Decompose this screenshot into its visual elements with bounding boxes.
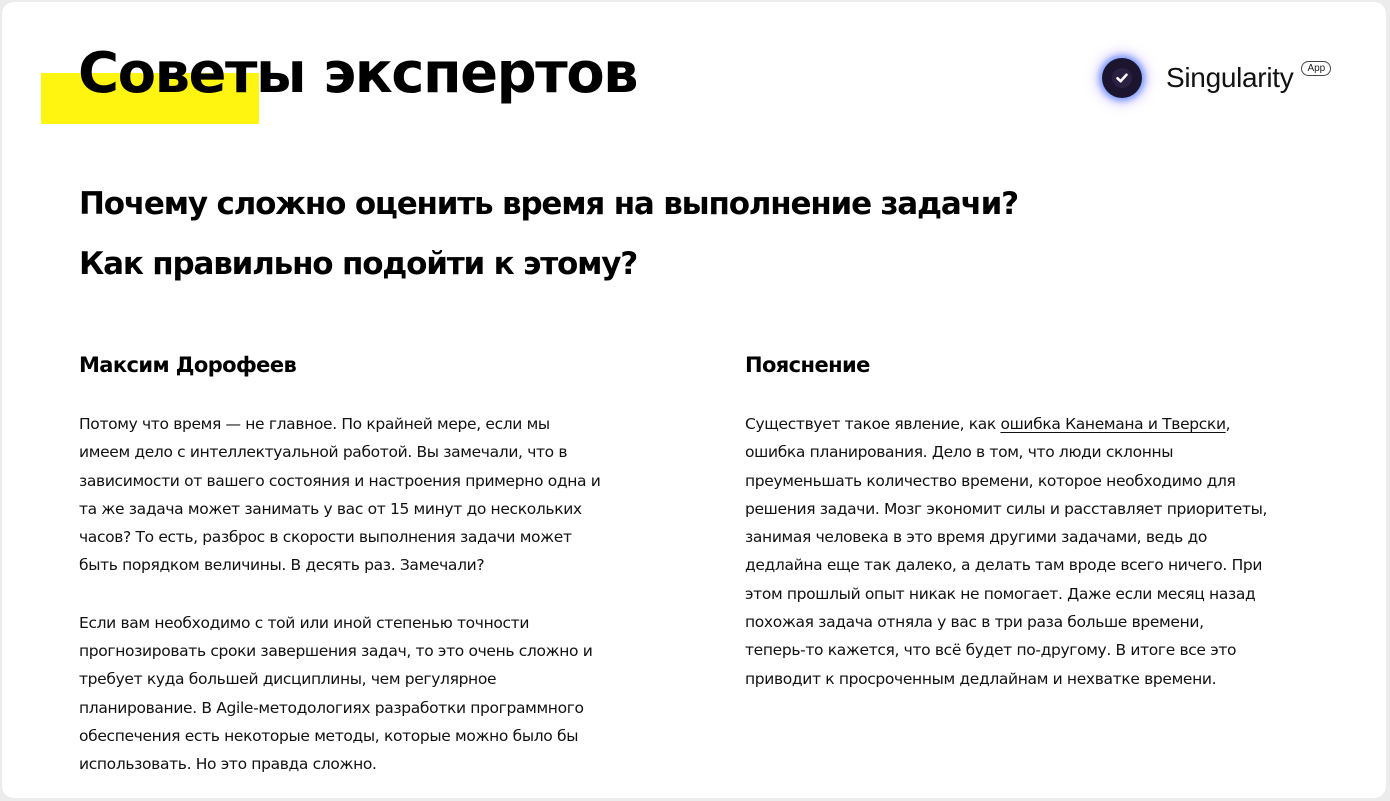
expert-answer-column [79,347,639,779]
page-title: Советы экспертов [78,41,638,106]
text-line: обеспечения есть некоторые методы, которые можно было бы [79,726,579,745]
expert-tips-card [2,2,1386,798]
text-line [745,410,1305,438]
text-line: Если вам необходимо с той или иной степенью точности [79,613,530,632]
question-heading [79,174,1018,294]
explanation-paragraph [745,410,1305,693]
brand-name: Singularity [1166,62,1294,93]
text-line: занимая человека в это время другими задачами, ведь до [745,528,1208,547]
text-line: решения задачи. Мозг экономит силы и расставляет приоритеты, [745,499,1268,518]
text-line: приводит к просроченным дедлайнам и нехватке времени. [745,669,1217,688]
text-fragment: , [1225,415,1231,433]
question-line-1: Почему сложно оценить время на выполнение задачи? [79,186,1018,222]
text-line: ошибка планирования. Дело в том, что люди склонны [745,443,1174,462]
text-line: Потому что время — не главное. По крайней мере, если мы [79,415,550,433]
text-line: дедлайна еще так далеко, а делать там вроде всего ничего. При [745,556,1263,575]
explanation-heading: Пояснение [745,353,870,377]
text-line: прогнозировать сроки завершения задач, то это очень сложно и [79,642,593,661]
text-fragment: Существует такое явление, как [745,415,1001,433]
text-line: использовать. Но это правда сложно. [79,755,377,774]
text-line: требует куда большей дисциплины, чем регулярное [79,670,497,689]
question-line-2: Как правильно подойти к этому? [79,246,638,282]
text-line: имеем дело с интеллектуальной работой. Вы замечали, что в [79,443,568,462]
kahneman-tversky-link[interactable]: ошибка Канемана и Тверски [1000,415,1226,433]
text-line: похожая задача отняла у вас в три раза больше времени, [745,613,1204,632]
text-line: часов? То есть, разброс в скорости выполнения задачи может [79,528,572,547]
expert-name-heading: Максим Дорофеев [79,353,297,377]
check-circle-icon [1102,58,1142,98]
expert-paragraph-1 [79,410,639,580]
text-line: теперь-то кажется, что всё будет по-другому. В итоге все это [745,641,1237,660]
text-line: та же задача может занимать у вас от 15 минут до нескольких [79,499,582,518]
brand-logo-block [1096,52,1331,104]
text-line: преуменьшать количество времени, которое необходимо для [745,471,1236,490]
text-line: этом прошлый опыт никак не помогает. Даже если месяц назад [745,584,1256,603]
text-line: быть порядком величины. В десять раз. Замечали? [79,556,485,575]
text-line: планирование. В Agile-методологиях разработки программного [79,698,584,717]
app-badge: App [1301,61,1331,76]
expert-paragraph-2 [79,609,639,779]
explanation-column [745,347,1305,693]
text-line: зависимости от вашего состояния и настроения примерно одна и [79,471,601,490]
